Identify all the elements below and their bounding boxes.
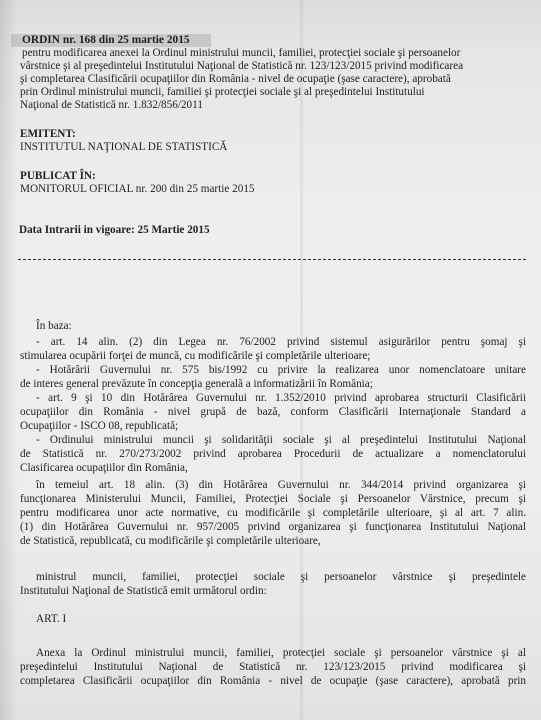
- body-line: - art. 9 şi 10 din Hotărârea Guvernului nr. 1.352/2010 privind aprobarea structurii Clasificării: [36, 392, 526, 404]
- minister-line: Institutului Naţional de Statistică emit următorul ordin:: [20, 585, 267, 597]
- annex-line: preşedintelui Institutului Naţional de Statistică nr. 123/123/2015 privind modificarea şi: [20, 661, 526, 673]
- body-line: de interes general prevăzute în concepţia generală a informatizării în România;: [20, 378, 373, 390]
- basis-heading: În baza:: [36, 320, 72, 332]
- body-line: ocupaţiilor din România - nivel grupă de bază, conform Clasificării Internaţionale Standard a: [20, 406, 526, 418]
- dashed-separator: [18, 259, 526, 260]
- minister-line: ministrul muncii, familiei, protecţiei sociale şi persoanelor vârstnice şi preşedintele: [36, 571, 526, 583]
- body-line: Ocupaţiilor - ISCO 08, republicată;: [20, 420, 179, 432]
- body-line: - art. 14 alin. (2) din Legea nr. 76/2002 privind sistemul asigurărilor pentru şomaj şi: [36, 336, 526, 348]
- subject-line: vârstnice şi al preşedintelui Institutului Naţional de Statistică nr. 123/123/2015 privind modificarea: [20, 60, 464, 72]
- order-title: ORDIN nr. 168 din 25 martie 2015: [22, 34, 190, 46]
- effective-date: Data Intrarii in vigoare: 25 Martie 2015: [19, 224, 210, 236]
- issuer-value: INSTITUTUL NAŢIONAL DE STATISTICĂ: [20, 141, 228, 153]
- body-line: - Ordinului ministrului muncii şi solidarităţii sociale şi al preşedintelui Institutului Naţional: [36, 434, 526, 446]
- annex-line: Anexa la Ordinul ministrului muncii, familiei, protecţiei sociale şi persoanelor vârstnice şi al: [36, 647, 526, 659]
- article-heading: ART. I: [36, 613, 67, 625]
- subject-line: pentru modificarea anexei la Ordinul ministrului muncii, familiei, protecţiei sociale şi persoanelor: [22, 47, 461, 59]
- body-line: în temeiul art. 18 alin. (3) din Hotărârea Guvernului nr. 344/2014 privind organizarea şi: [36, 479, 526, 491]
- body-line: de Statistică, republicată, cu modificările şi completările ulterioare,: [20, 535, 321, 547]
- body-line: pentru modificarea unor acte normative, cu modificările şi completările ulterioare, şi al art. 7 alin.: [20, 507, 526, 519]
- body-line: (1) din Hotărârea Guvernului nr. 957/2005 privind organizarea şi funcţionarea Institutului Naţional: [20, 521, 526, 533]
- page-shadow: [0, 0, 18, 720]
- body-line: stimularea ocupării forţei de muncă, cu modificările şi completările ulterioare;: [20, 350, 371, 362]
- issuer-label: EMITENT:: [20, 128, 76, 140]
- subject-line: Naţional de Statistică nr. 1.832/856/2011: [20, 99, 203, 111]
- subject-line: prin Ordinul ministrului muncii, familiei şi protecţiei sociale şi al preşedintelui Institutului: [20, 86, 425, 98]
- body-line: Clasificarea ocupaţiilor din România,: [20, 462, 188, 474]
- published-value: MONITORUL OFICIAL nr. 200 din 25 martie 2015: [20, 183, 255, 195]
- body-line: de Statistică nr. 270/273/2002 privind aprobarea Procedurii de actualizare a nomenclatorului: [20, 448, 526, 460]
- annex-line: completarea Clasificării ocupaţiilor din România - nivel de ocupaţie (şase caractere), aprobată prin: [20, 675, 526, 687]
- subject-line: şi completarea Clasificării ocupaţiilor din România - nivel de ocupaţie (şase caractere), aprobată: [20, 73, 451, 85]
- body-line: - Hotărârii Guvernului nr. 575 bis/1992 cu privire la realizarea unor nomenclatoare unitare: [36, 364, 526, 376]
- body-line: funcţionarea Ministerului Muncii, Familiei, Protecţiei Sociale şi Persoanelor Vârstnice, precum şi: [20, 493, 526, 505]
- published-label: PUBLICAT ÎN:: [20, 170, 96, 182]
